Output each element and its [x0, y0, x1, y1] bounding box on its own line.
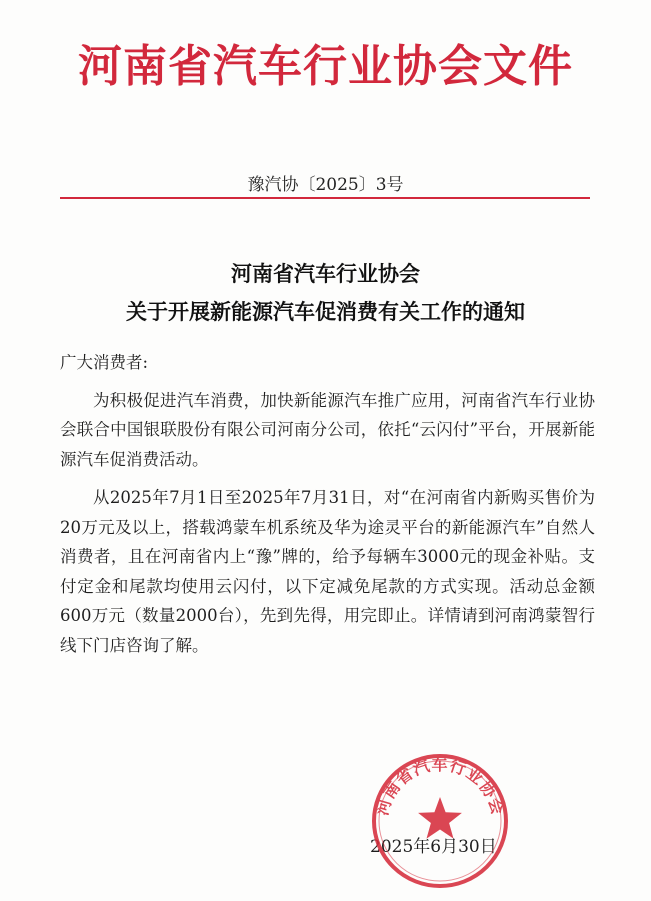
issue-date: 2025年6月30日 — [370, 837, 497, 857]
seal-text-path: 河南省汽车行业协会 — [372, 755, 508, 818]
notice-title-line2: 关于开展新能源汽车促消费有关工作的通知 — [126, 300, 525, 324]
body-paragraph-1: 为积极促进汽车消费，加快新能源汽车推广应用，河南省汽车行业协会联合中国银联股份有限公司河南分公司，依托“云闪付”平台，开展新能源汽车促消费活动。 — [60, 390, 595, 469]
document-number: 豫汽协〔2025〕3号 — [247, 175, 404, 195]
salutation: 广大消费者: — [60, 353, 149, 372]
notice-title-line1: 河南省汽车行业协会 — [231, 262, 420, 286]
official-seal-stamp — [360, 745, 520, 895]
seal-star-icon — [418, 797, 462, 839]
red-divider-line — [60, 197, 590, 199]
document-header-title: 河南省汽车行业协会文件 — [78, 41, 573, 92]
notice-body — [60, 348, 595, 660]
body-paragraph-2: 从2025年7月1日至2025年7月31日，对“在河南省内新购买售价为20万元及以上，搭载鸿蒙车机系统及华为途灵平台的新能源汽车”自然人消费者，且在河南省内上“豫”牌的，给予每辆车3000元的现金补贴。支付定金和尾款均使用云闪付，以下定减免尾款的方式实现。活动总金额600万元（数量2000台），先到先得，用完即止。详情请到河南鸿蒙智行线下门店咨询了解。 — [60, 488, 595, 655]
